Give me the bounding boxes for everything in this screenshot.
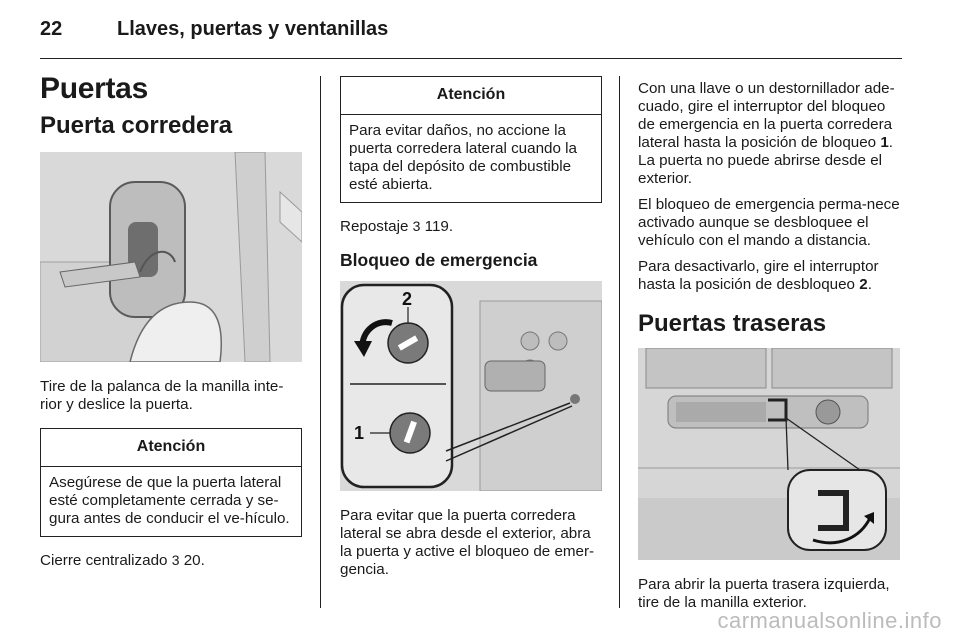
figure-label-2: 2 bbox=[402, 289, 413, 309]
lock-remains-active-paragraph: El bloqueo de emergencia perma-nece activado aunque se desbloquee el vehículo con el mando a distancia. bbox=[638, 196, 900, 249]
caption-line-1: Tire de la palanca de la manilla inte- bbox=[40, 378, 284, 395]
xref-page: 119. bbox=[424, 218, 454, 235]
subsection-title-bloqueo: Bloqueo de emergencia bbox=[340, 250, 538, 270]
text-part: . La puerta no puede abrirse desde el exterior. bbox=[638, 134, 894, 187]
chapter-title: Llaves, puertas y ventanillas bbox=[117, 18, 389, 40]
xref-page: 20. bbox=[183, 552, 205, 569]
xref-central-locking[interactable] bbox=[40, 551, 302, 570]
deactivate-paragraph bbox=[638, 258, 900, 294]
column-3 bbox=[638, 80, 900, 620]
column-1 bbox=[40, 72, 302, 578]
attention-box-1-title: Atención bbox=[41, 429, 301, 467]
column-2 bbox=[340, 76, 602, 587]
attention-box-2 bbox=[340, 76, 602, 203]
figure-label-1: 1 bbox=[354, 423, 365, 443]
xref-arrow-icon: 3 bbox=[171, 552, 180, 568]
column-divider-2 bbox=[619, 76, 620, 608]
text-part: Para desactivarlo, gire el interruptor hasta la posición de desbloqueo bbox=[638, 258, 879, 293]
rear-door-body: Para abrir la puerta trasera izquierda, tire de la manilla exterior. bbox=[638, 576, 890, 611]
text-part: . bbox=[867, 276, 872, 293]
text-part: Con una llave o un destornillador ade-cuado, gire el interruptor del bloqueo de emergencia en la puerta corredera lateral hasta la posición de bloqueo bbox=[638, 80, 895, 151]
page-number: 22 bbox=[40, 18, 63, 40]
xref-label: Cierre centralizado bbox=[40, 552, 168, 569]
sliding-door-handle-figure bbox=[40, 152, 302, 362]
emergency-lock-body: Para evitar que la puerta corredera lateral se abra desde el exterior, abra la puerta y active el bloqueo de emer-gencia. bbox=[340, 507, 595, 578]
attention-box-1-text: Asegúrese de que la puerta lateral esté completamente cerrada y se-gura antes de conducir el ve-hículo. bbox=[49, 474, 290, 527]
emergency-lock-figure bbox=[340, 281, 602, 491]
figure-caption bbox=[40, 378, 302, 414]
xref-arrow-icon: 3 bbox=[412, 218, 421, 234]
section-title-puertas-traseras: Puertas traseras bbox=[638, 310, 827, 337]
subsection-title-puerta-corredera: Puerta corredera bbox=[40, 112, 233, 139]
lock-position-number: 1 bbox=[880, 134, 889, 151]
lock-instructions-paragraph bbox=[638, 80, 900, 188]
attention-box-2-text: Para evitar daños, no accione la puerta corredera lateral cuando la tapa del depósito de combustible esté abierta. bbox=[349, 122, 577, 193]
attention-box-1 bbox=[40, 428, 302, 537]
column-divider-1 bbox=[320, 76, 321, 608]
unlock-position-number: 2 bbox=[859, 276, 868, 293]
xref-refuelling[interactable] bbox=[340, 217, 602, 236]
caption-line-2: rior y deslice la puerta. bbox=[40, 396, 193, 413]
header-rule bbox=[40, 58, 902, 59]
section-title-puertas: Puertas bbox=[40, 72, 148, 105]
watermark: carmanualsonline.info bbox=[717, 608, 942, 633]
rear-door-handle-figure bbox=[638, 348, 900, 560]
xref-label: Repostaje bbox=[340, 218, 409, 235]
attention-box-2-title: Atención bbox=[341, 77, 601, 115]
